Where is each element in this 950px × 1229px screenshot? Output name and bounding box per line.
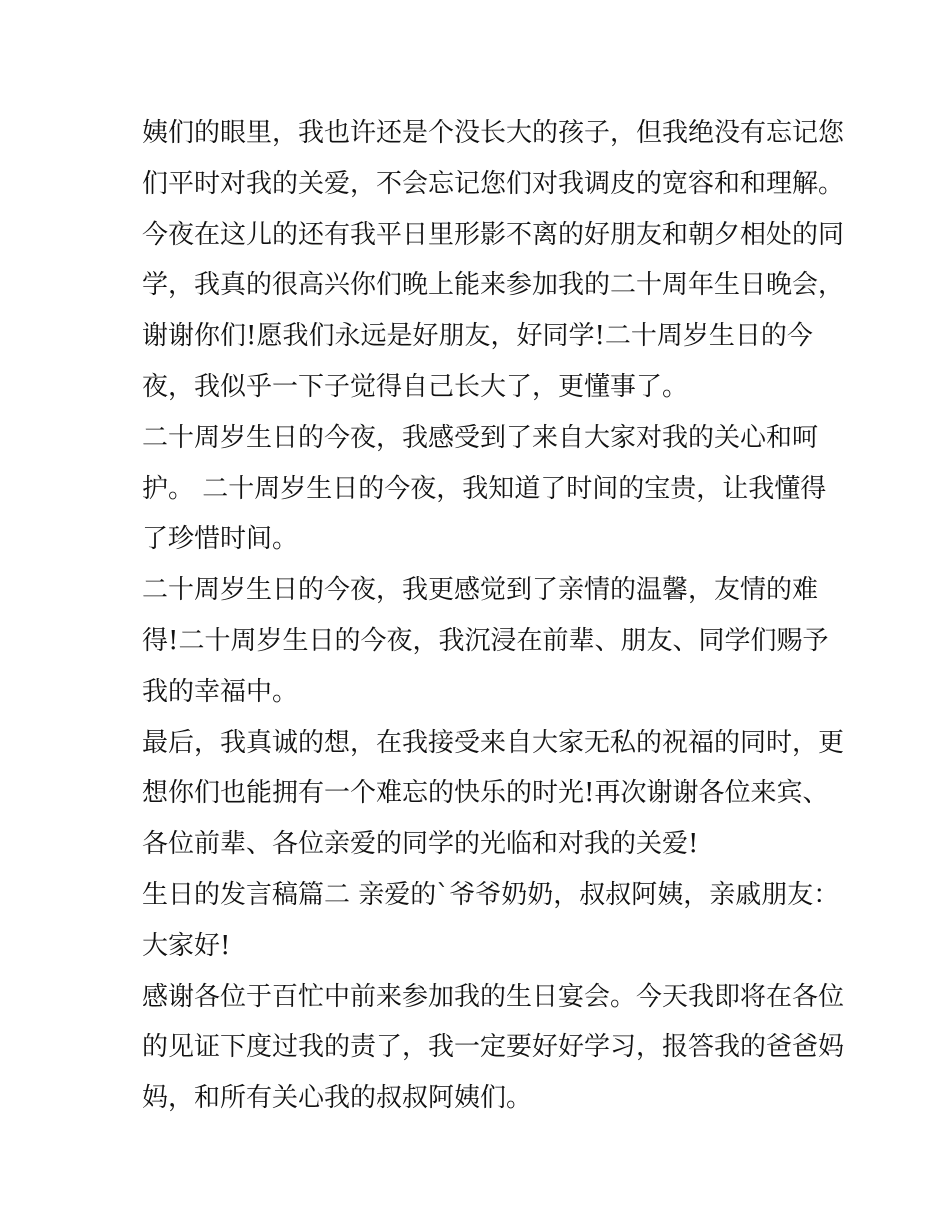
text-line: 得!二十周岁生日的今夜，我沉浸在前辈、朋友、同学们赐予 bbox=[142, 625, 829, 656]
text-line: 护。 二十周岁生日的今夜，我知道了时间的宝贵，让我懂得 bbox=[142, 473, 827, 504]
text-line: 感谢各位于百忙中前来参加我的生日宴会。今天我即将在各位 bbox=[142, 981, 845, 1012]
greeting-line: 大家好! bbox=[142, 930, 231, 961]
text-line: 了珍惜时间。 bbox=[142, 524, 299, 555]
section-heading-line: 生日的发言稿篇二 亲爱的`爷爷奶奶，叔叔阿姨，亲戚朋友： bbox=[142, 879, 840, 910]
text-line: 们平时对我的关爱，不会忘记您们对我调皮的宽容和和理解。 bbox=[142, 168, 845, 199]
text-line: 妈，和所有关心我的叔叔阿姨们。 bbox=[142, 1083, 533, 1114]
text-line: 谢谢你们!愿我们永远是好朋友，好同学!二十周岁生日的今 bbox=[142, 321, 813, 352]
document-body bbox=[142, 108, 845, 1124]
text-line: 最后，我真诚的想，在我接受来自大家无私的祝福的同时，更 bbox=[142, 727, 845, 758]
text-line: 二十周岁生日的今夜，我感受到了来自大家对我的关心和呵 bbox=[142, 422, 819, 453]
text-line: 的见证下度过我的责了，我一定要好好学习，报答我的爸爸妈 bbox=[142, 1032, 845, 1063]
text-line: 各位前辈、各位亲爱的同学的光临和对我的关爱! bbox=[142, 829, 699, 860]
text-line: 学，我真的很高兴你们晚上能来参加我的二十周年生日晚会， bbox=[142, 270, 845, 301]
text-line: 今夜在这儿的还有我平日里形影不离的好朋友和朝夕相处的同 bbox=[142, 219, 845, 250]
text-line: 我的幸福中。 bbox=[142, 676, 299, 707]
text-line: 姨们的眼里，我也许还是个没长大的孩子，但我绝没有忘记您 bbox=[142, 118, 845, 148]
text-line: 夜，我似乎一下子觉得自己长大了，更懂事了。 bbox=[142, 371, 689, 402]
text-line: 二十周岁生日的今夜，我更感觉到了亲情的温馨，友情的难 bbox=[142, 575, 819, 606]
text-line: 想你们也能拥有一个难忘的快乐的时光!再次谢谢各位来宾、 bbox=[142, 778, 829, 809]
